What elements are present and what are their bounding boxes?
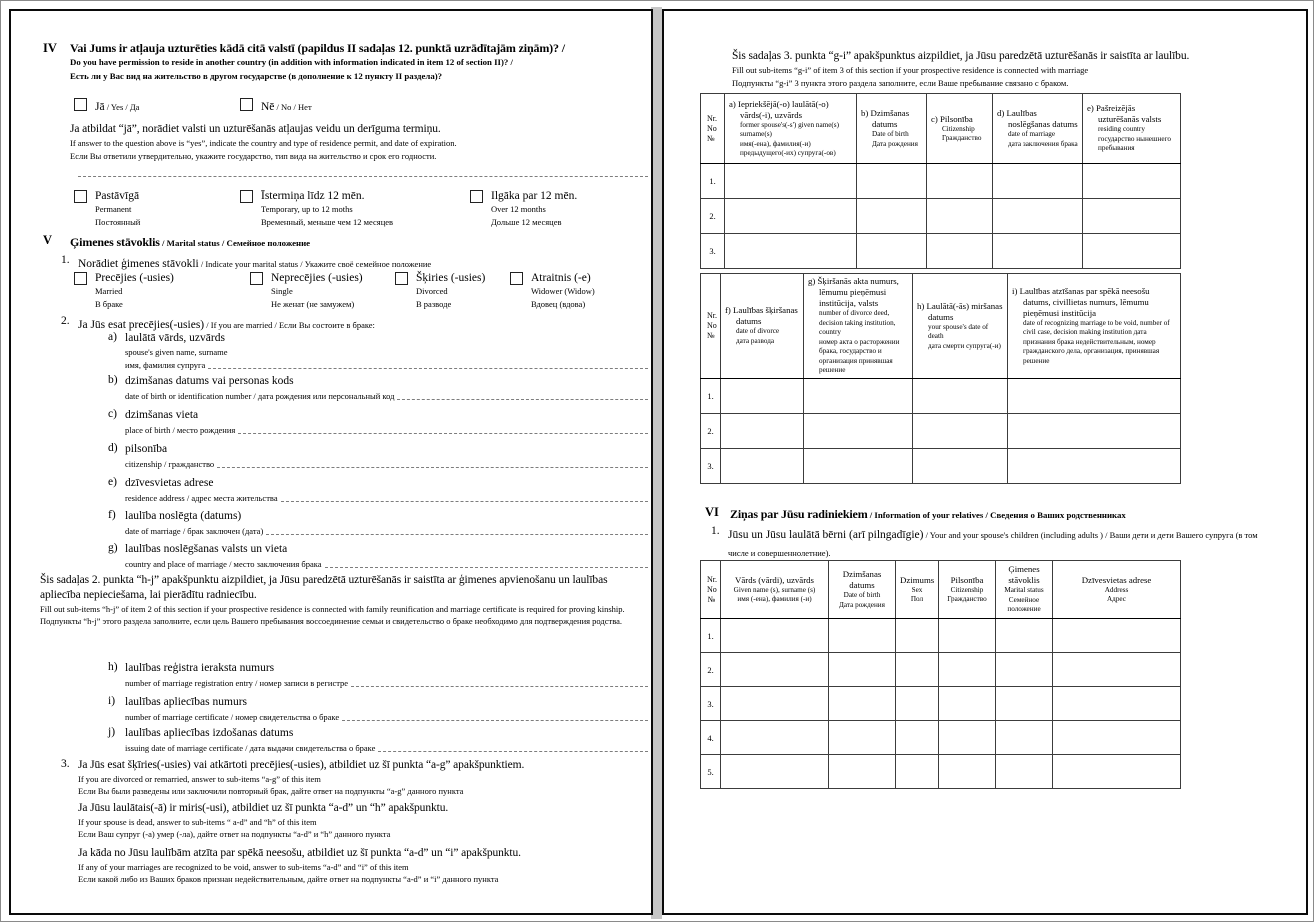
t1-r3-dob[interactable]	[857, 234, 927, 269]
t3-r1-dob[interactable]	[829, 619, 896, 653]
option-permanent-en: Permanent	[95, 204, 132, 214]
section-v-title-sub: / Marital status / Семейное положение	[159, 238, 311, 248]
option-single-ru: Не женат (не замужем)	[271, 299, 355, 309]
t1-col-dob: b) Dzimšanas datums Date of birth Дата рождения	[857, 94, 927, 164]
t1-r1-marriage-date[interactable]	[993, 164, 1083, 199]
t2-r3-death[interactable]	[913, 448, 1008, 483]
spouse-dob-label-sub: date of birth or identification number / дата рождения или персональный код	[125, 391, 395, 401]
marriage-void-lv: Ja kāda no Jūsu laulībām atzīta par spēkā neesošu, atbildiet uz šī punkta “a-d” un “i” apakšpunktu.	[78, 847, 521, 859]
t1-r2-citizenship[interactable]	[927, 199, 993, 234]
t3-col-nr: Nr. No №	[701, 561, 721, 619]
t3-r3-dob[interactable]	[829, 687, 896, 721]
sub-item-g-letter: g)	[108, 542, 118, 554]
sub-item-f-letter: f)	[108, 509, 116, 521]
t1-col-marriage-date: d) Laulības noslēgšanas datums date of marriage дата заключения брака	[993, 94, 1083, 164]
t1-row-3: 3.	[701, 234, 1181, 269]
section-iv-title-en: Do you have permission to reside in another country (in addition with information indicated in item 12 of section II)? /	[70, 57, 513, 67]
spouse-dead-lv: Ja Jūsu laulātais(-ā) ir miris(-usi), atbildiet uz šī punkta “a-d” un “h” apakšpunktu.	[78, 802, 449, 814]
sub-item-f	[108, 509, 648, 537]
sub-item-i	[108, 695, 648, 723]
sub-item-e	[108, 476, 648, 504]
option-divorced-ru: В разводе	[416, 299, 452, 309]
note-g-i-ru: Подпункты “g-i” 3 пункта этого раздела заполните, если Ваше пребывание связано с браком.	[732, 77, 1069, 88]
spouse-address-label-lv: dzīvesvietas adrese	[125, 477, 214, 489]
note-h-j-lv: Šis sadaļas 2. punkta “h-j” apakšpunktu aizpildiet, ja Jūsu paredzētā uzturēšanās ir saistīta ar ģimenes apvienošanu un laulības apliecība nepieciešama, lai pierādītu radniecību.	[40, 574, 608, 601]
t3-r4-address[interactable]	[1053, 721, 1181, 755]
marriage-place-label-sub: country and place of marriage / место заключения брака	[125, 559, 322, 569]
option-over-12-ru: Дольше 12 месяцев	[491, 217, 562, 227]
t3-r2-address[interactable]	[1053, 653, 1181, 687]
spouse-name-label-lv: laulātā vārds, uzvārds	[125, 332, 225, 344]
spouse-dead-en: If your spouse is dead, answer to sub-items “ a-d” and “h” of this item	[78, 817, 317, 827]
divorce-table	[700, 273, 1181, 484]
t2-col-nr: Nr. No №	[701, 274, 721, 379]
option-no-sublabel: / No / Нет	[274, 102, 312, 112]
spouse-birthplace-label-lv: dzimšanas vieta	[125, 409, 199, 421]
t2-r1-death[interactable]	[913, 378, 1008, 413]
t2-r2-divorce-date[interactable]	[721, 413, 804, 448]
t3-row-3: 3.	[701, 687, 1181, 721]
option-no-label: Nē	[261, 101, 275, 113]
t3-col-sex: Dzimums Sex Пол	[896, 561, 939, 619]
item-3-en: If you are divorced or remarried, answer to sub-items “a-g” of this item	[78, 774, 321, 784]
t2-col-marriage-void: i) Laulības atzīšanas par spēkā neesošu datums, civillietas numurs, lēmumu pieņēmusi institūcija date of recognizing marriage to be void, number of civil case, decision making institution дата признания брака недействительным, номер гражданского дела, организация, принявшая решение	[1008, 274, 1181, 379]
t3-r4-name[interactable]	[721, 721, 829, 755]
item-1-number: 1.	[61, 254, 70, 266]
t2-row-1: 1.	[701, 378, 1181, 413]
t3-r1-name[interactable]	[721, 619, 829, 653]
note-g-i-lv: Šis sadaļas 3. punkta “g-i” apakšpunktus aizpildiet, ja Jūsu paredzētā uzturēšanās ir saistīta ar laulību.	[732, 50, 1190, 62]
option-single-en: Single	[271, 286, 293, 296]
sub-item-b	[108, 374, 648, 402]
option-temporary-en: Temporary, up to 12 moths	[261, 204, 353, 214]
item-2-sub: / If you are married / Если Вы состоите в браке:	[204, 320, 375, 330]
spouse-citizenship-fill-line[interactable]	[217, 467, 648, 468]
option-single	[250, 271, 363, 311]
page-left	[9, 9, 653, 915]
certificate-issue-date-label-sub: issuing date of marriage certificate / дата выдачи свидетельства о браке	[125, 743, 376, 753]
if-yes-note	[70, 121, 648, 162]
checkbox-single[interactable]	[250, 272, 263, 285]
checkbox-no[interactable]	[240, 98, 253, 111]
marriage-place-label-lv: laulības noslēgšanas valsts un vieta	[125, 543, 288, 555]
t3-r5-address[interactable]	[1053, 755, 1181, 789]
option-permanent	[74, 189, 140, 229]
t2-col-divorce-date: f) Laulības šķiršanas datums date of divorce дата развода	[721, 274, 804, 379]
t1-r2-country[interactable]	[1083, 199, 1181, 234]
option-divorced	[395, 271, 485, 311]
t3-r1-address[interactable]	[1053, 619, 1181, 653]
sub-item-j-letter: j)	[108, 726, 116, 738]
spouse-dead-ru: Если Ваш супруг (-а) умер (-ла), дайте ответ на подпункты “a-d” и “h” данного пункта	[78, 829, 391, 839]
item-3-ru: Если Вы были разведены или заключили повторный брак, дайте ответ на подпункты “a-g” данного пункта	[78, 786, 464, 796]
section-iv-title-lv: Vai Jums ir atļauja uzturēties kādā citā valstī (papildus II sadaļas 12. punktā uzrādītajām ziņām)? /	[70, 41, 565, 55]
residence-permit-fill-line[interactable]	[78, 175, 648, 177]
marriage-void-en: If any of your marriages are recognized to be void, answer to sub-items “a-d” and “i” of this item	[78, 862, 409, 872]
checkbox-yes[interactable]	[74, 98, 87, 111]
t3-row-5: 5.	[701, 755, 1181, 789]
t3-r2-citizenship[interactable]	[939, 653, 996, 687]
t2-r1-divorce-date[interactable]	[721, 378, 804, 413]
t1-r3-marriage-date[interactable]	[993, 234, 1083, 269]
sub-item-d-letter: d)	[108, 442, 118, 454]
t3-r5-name[interactable]	[721, 755, 829, 789]
sub-item-e-letter: e)	[108, 476, 117, 488]
option-married-en: Married	[95, 286, 123, 296]
marriage-date-fill-line[interactable]	[266, 534, 648, 535]
spouse-name-label-en: spouse's given name, surname	[125, 347, 228, 357]
section-vi-numeral: VI	[705, 505, 719, 519]
t3-r2-sex[interactable]	[896, 653, 939, 687]
option-widowed-lv: Atraitnis (-e)	[531, 272, 591, 284]
checkbox-married[interactable]	[74, 272, 87, 285]
certificate-number-label-lv: laulības apliecības numurs	[125, 696, 247, 708]
spouse-name-label-ru: имя, фамилия супруга	[125, 360, 206, 370]
t3-col-dob: Dzimšanas datums Date of birth Дата рождения	[829, 561, 896, 619]
section-v-numeral: V	[43, 233, 53, 247]
option-permanent-lv: Pastāvīgā	[95, 190, 140, 202]
checkbox-over-12[interactable]	[470, 190, 483, 203]
t3-r4-dob[interactable]	[829, 721, 896, 755]
option-permanent-ru: Постоянный	[95, 217, 141, 227]
spouse-citizenship-label-lv: pilsonība	[125, 443, 168, 455]
t1-r1-country[interactable]	[1083, 164, 1181, 199]
option-married	[74, 271, 174, 311]
t2-r2-death[interactable]	[913, 413, 1008, 448]
t2-r1-deed[interactable]	[804, 378, 913, 413]
checkbox-divorced[interactable]	[395, 272, 408, 285]
option-married-lv: Precējies (-usies)	[95, 272, 174, 284]
item-3-divorced	[61, 758, 650, 797]
sub-item-d	[108, 442, 648, 470]
t3-r1-sex[interactable]	[896, 619, 939, 653]
section-iv-heading	[43, 41, 635, 83]
spouse-dob-fill-line[interactable]	[397, 399, 648, 400]
t1-r3-country[interactable]	[1083, 234, 1181, 269]
t3-r4-citizenship[interactable]	[939, 721, 996, 755]
t3-r5-sex[interactable]	[896, 755, 939, 789]
option-divorced-lv: Šķiries (-usies)	[416, 272, 486, 284]
if-yes-lv: Ja atbildat “jā”, norādiet valsti un uzturēšanās atļaujas veidu un derīguma termiņu.	[70, 123, 441, 135]
note-h-j	[40, 573, 641, 627]
t2-row-2: 2.	[701, 413, 1181, 448]
item-1-lv: Norādiet ģimenes stāvokli	[78, 258, 199, 270]
item-3-number: 3.	[61, 758, 70, 770]
checkbox-widowed[interactable]	[510, 272, 523, 285]
option-over-12	[470, 189, 577, 229]
item-1-children-lv: Jūsu un Jūsu laulātā bērni (arī pilngadīgie)	[728, 529, 924, 541]
if-yes-en: If answer to the question above is “yes”, indicate the country and type of residence permit, and date of expiration.	[70, 138, 457, 148]
checkbox-permanent[interactable]	[74, 190, 87, 203]
t1-r3-name[interactable]	[725, 234, 857, 269]
t3-r2-name[interactable]	[721, 653, 829, 687]
sub-item-g	[108, 542, 648, 570]
sub-item-c-letter: c)	[108, 408, 117, 420]
t1-row-1: 1.	[701, 164, 1181, 199]
option-over-12-en: Over 12 months	[491, 204, 546, 214]
spouse-name-fill-line[interactable]	[208, 368, 648, 369]
t1-r1-name[interactable]	[725, 164, 857, 199]
note-g-i	[732, 48, 1294, 89]
note-h-j-en: Fill out sub-items “h-j” of item 2 of this section if your prospective residence is connected with family reunification and marriage certificate is required for proving kinship.	[40, 604, 625, 614]
spouse-address-fill-line[interactable]	[281, 501, 648, 502]
t1-col-nr: Nr. No №	[701, 94, 725, 164]
option-temporary-ru: Временный, меньше чем 12 месяцев	[261, 217, 394, 227]
registry-entry-label-lv: laulības reģistra ieraksta numurs	[125, 662, 275, 674]
t3-row-4: 4.	[701, 721, 1181, 755]
t3-r2-marital[interactable]	[996, 653, 1053, 687]
marriage-date-label-lv: laulība noslēgta (datums)	[125, 510, 242, 522]
option-over-12-lv: Ilgāka par 12 mēn.	[491, 190, 578, 202]
t2-row-3: 3.	[701, 448, 1181, 483]
marriage-date-label-sub: date of marriage / брак заключен (дата)	[125, 526, 264, 536]
t3-r4-marital[interactable]	[996, 721, 1053, 755]
spouse-birthplace-fill-line[interactable]	[238, 433, 648, 434]
item-3-spouse-dead	[78, 801, 650, 840]
option-temporary	[240, 189, 393, 229]
t3-col-name: Vārds (vārdi), uzvārds Given name (s), surname (s) имя (-ена), фамилия (-и)	[721, 561, 829, 619]
option-yes-label: Jā	[95, 101, 105, 113]
certificate-number-fill-line[interactable]	[342, 720, 648, 721]
item-1-children	[711, 525, 1276, 561]
item-1-marital-status	[61, 254, 648, 272]
t3-r3-citizenship[interactable]	[939, 687, 996, 721]
sub-item-b-letter: b)	[108, 374, 118, 386]
item-2-lv: Ja Jūs esat precējies(-usies)	[78, 319, 205, 331]
children-table	[700, 560, 1181, 789]
t2-r3-divorce-date[interactable]	[721, 448, 804, 483]
item-1-sub: / Indicate your marital status / Укажите своё семейное положение	[198, 259, 432, 269]
t3-r2-dob[interactable]	[829, 653, 896, 687]
item-1-children-number: 1.	[711, 525, 720, 537]
section-iv-numeral: IV	[43, 41, 57, 55]
option-yes-sublabel: / Yes / Да	[104, 102, 140, 112]
option-temporary-lv: Īstermiņa līdz 12 mēn.	[261, 190, 365, 202]
certificate-issue-date-label-lv: laulības apliecības izdošanas datums	[125, 727, 294, 739]
t1-r2-marriage-date[interactable]	[993, 199, 1083, 234]
t1-row-2: 2.	[701, 199, 1181, 234]
sub-item-h-letter: h)	[108, 661, 118, 673]
t1-col-citizenship: c) Pilsonība Citizenship Гражданство	[927, 94, 993, 164]
section-vi-title-lv: Ziņas par Jūsu radiniekiem	[730, 507, 868, 521]
t3-col-marital-status: Ģimenes stāvoklis Marital status Семейное положение	[996, 561, 1053, 619]
t3-r4-sex[interactable]	[896, 721, 939, 755]
spouse-address-label-sub: residence address / адрес места жительства	[125, 493, 278, 503]
t1-r1-dob[interactable]	[857, 164, 927, 199]
option-widowed	[510, 271, 595, 311]
section-iv-title-ru: Есть ли у Вас вид на жительство в другом государстве (в дополнение к 12 пункту II раздела)?	[70, 70, 443, 81]
section-v-title-lv: Ģimenes stāvoklis	[70, 235, 160, 249]
t3-r3-address[interactable]	[1053, 687, 1181, 721]
sub-item-c	[108, 408, 648, 436]
section-v-heading	[43, 233, 635, 251]
t3-row-1: 1.	[701, 619, 1181, 653]
t2-col-divorce-deed: g) Šķiršanās akta numurs, lēmumu pieņēmusi institūcija, valsts number of divorce deed, decision taking institution, country номер акта о расторжении брака, государство и организация принявшая решение	[804, 274, 913, 379]
spouse-dob-label-lv: dzimšanas datums vai personas kods	[125, 375, 294, 387]
t3-col-citizenship: Pilsonība Citizenship Гражданство	[939, 561, 996, 619]
t3-r1-marital[interactable]	[996, 619, 1053, 653]
t3-row-2: 2.	[701, 653, 1181, 687]
item-3-marriage-void	[78, 846, 650, 885]
certificate-issue-date-fill-line[interactable]	[378, 751, 648, 752]
t1-col-residing-country: e) Pašreizējās uzturēšanās valsts residing country государство нынешнего пребывания	[1083, 94, 1181, 164]
item-1-children-sub: / Your and your spouse's children (including adults ) / Ваши дети и дети Вашего супруга (в том числе и совершеннолетние).	[728, 530, 1258, 558]
section-vi-title-sub: / Information of your relatives / Сведения о Ваших родственниках	[867, 510, 1126, 520]
t2-r3-void[interactable]	[1008, 448, 1181, 483]
option-widowed-ru: Вдовец (вдова)	[531, 299, 586, 309]
t3-r5-citizenship[interactable]	[939, 755, 996, 789]
spouse-birthplace-label-sub: place of birth / место рождения	[125, 425, 236, 435]
t2-r2-void[interactable]	[1008, 413, 1181, 448]
item-2-number: 2.	[61, 315, 70, 327]
t3-r1-citizenship[interactable]	[939, 619, 996, 653]
option-widowed-en: Widower (Widow)	[531, 286, 595, 296]
registry-entry-fill-line[interactable]	[351, 686, 648, 687]
checkbox-temporary[interactable]	[240, 190, 253, 203]
t1-r2-dob[interactable]	[857, 199, 927, 234]
if-yes-ru: Если Вы ответили утвердительно, укажите государство, тип вида на жительство и срок его годности.	[70, 150, 437, 161]
option-single-lv: Neprecējies (-usies)	[271, 272, 363, 284]
t3-col-address: Dzīvesvietas adrese Address Адрес	[1053, 561, 1181, 619]
section-vi-heading	[705, 505, 1285, 523]
t3-r5-dob[interactable]	[829, 755, 896, 789]
option-yes	[74, 97, 139, 115]
t2-r2-deed[interactable]	[804, 413, 913, 448]
t3-r5-marital[interactable]	[996, 755, 1053, 789]
sub-item-i-letter: i)	[108, 695, 116, 707]
page-right	[662, 9, 1308, 915]
sub-item-j	[108, 726, 648, 754]
item-3-lv: Ja Jūs esat šķīries(-usies) vai atkārtoti precējies(-usies), atbildiet uz šī punkta “a-g” apakšpunktiem.	[78, 759, 525, 771]
note-h-j-ru: Подпункты “h-j” этого раздела заполните, если цель Вашего пребывания воссоединение семьи и свидетельство о браке необходимо для подтверждения родства.	[40, 616, 623, 626]
option-no	[240, 97, 312, 115]
t2-col-spouse-death: h) Laulātā(-ās) miršanas datums your spouse's date of death дата смерти супруга(-и)	[913, 274, 1008, 379]
sub-item-a-letter: a)	[108, 331, 117, 343]
option-married-ru: В браке	[95, 299, 123, 309]
option-divorced-en: Divorced	[416, 286, 448, 296]
note-g-i-en: Fill out sub-items “g-i” of item 3 of this section if your prospective residence is connected with marriage	[732, 65, 1089, 75]
certificate-number-label-sub: number of marriage certificate / номер свидетельства о браке	[125, 712, 340, 722]
t3-r3-name[interactable]	[721, 687, 829, 721]
former-spouse-table	[700, 93, 1181, 269]
sub-item-a	[108, 331, 648, 371]
marriage-void-ru: Если какой либо из Ваших браков признан недействительным, дайте ответ на подпункты “a-d” и “i” данного пункта	[78, 874, 499, 884]
registry-entry-label-sub: number of marriage registration entry / номер записи в регистре	[125, 678, 349, 688]
spouse-citizenship-label-sub: citizenship / гражданство	[125, 459, 215, 469]
marriage-place-fill-line[interactable]	[325, 567, 648, 568]
t1-col-name: a) Iepriekšējā(-o) laulātā(-o) vārds(-i), uzvārds former spouse's(-s') given name(s) surname(s) имя(-ена), фамилия(-и) предыдущего(-их) супруга(-ов)	[725, 94, 857, 164]
t2-r1-void[interactable]	[1008, 378, 1181, 413]
t1-r1-citizenship[interactable]	[927, 164, 993, 199]
t1-r2-name[interactable]	[725, 199, 857, 234]
t3-r3-marital[interactable]	[996, 687, 1053, 721]
t3-r3-sex[interactable]	[896, 687, 939, 721]
t2-r3-deed[interactable]	[804, 448, 913, 483]
t1-r3-citizenship[interactable]	[927, 234, 993, 269]
sub-item-h	[108, 661, 648, 689]
